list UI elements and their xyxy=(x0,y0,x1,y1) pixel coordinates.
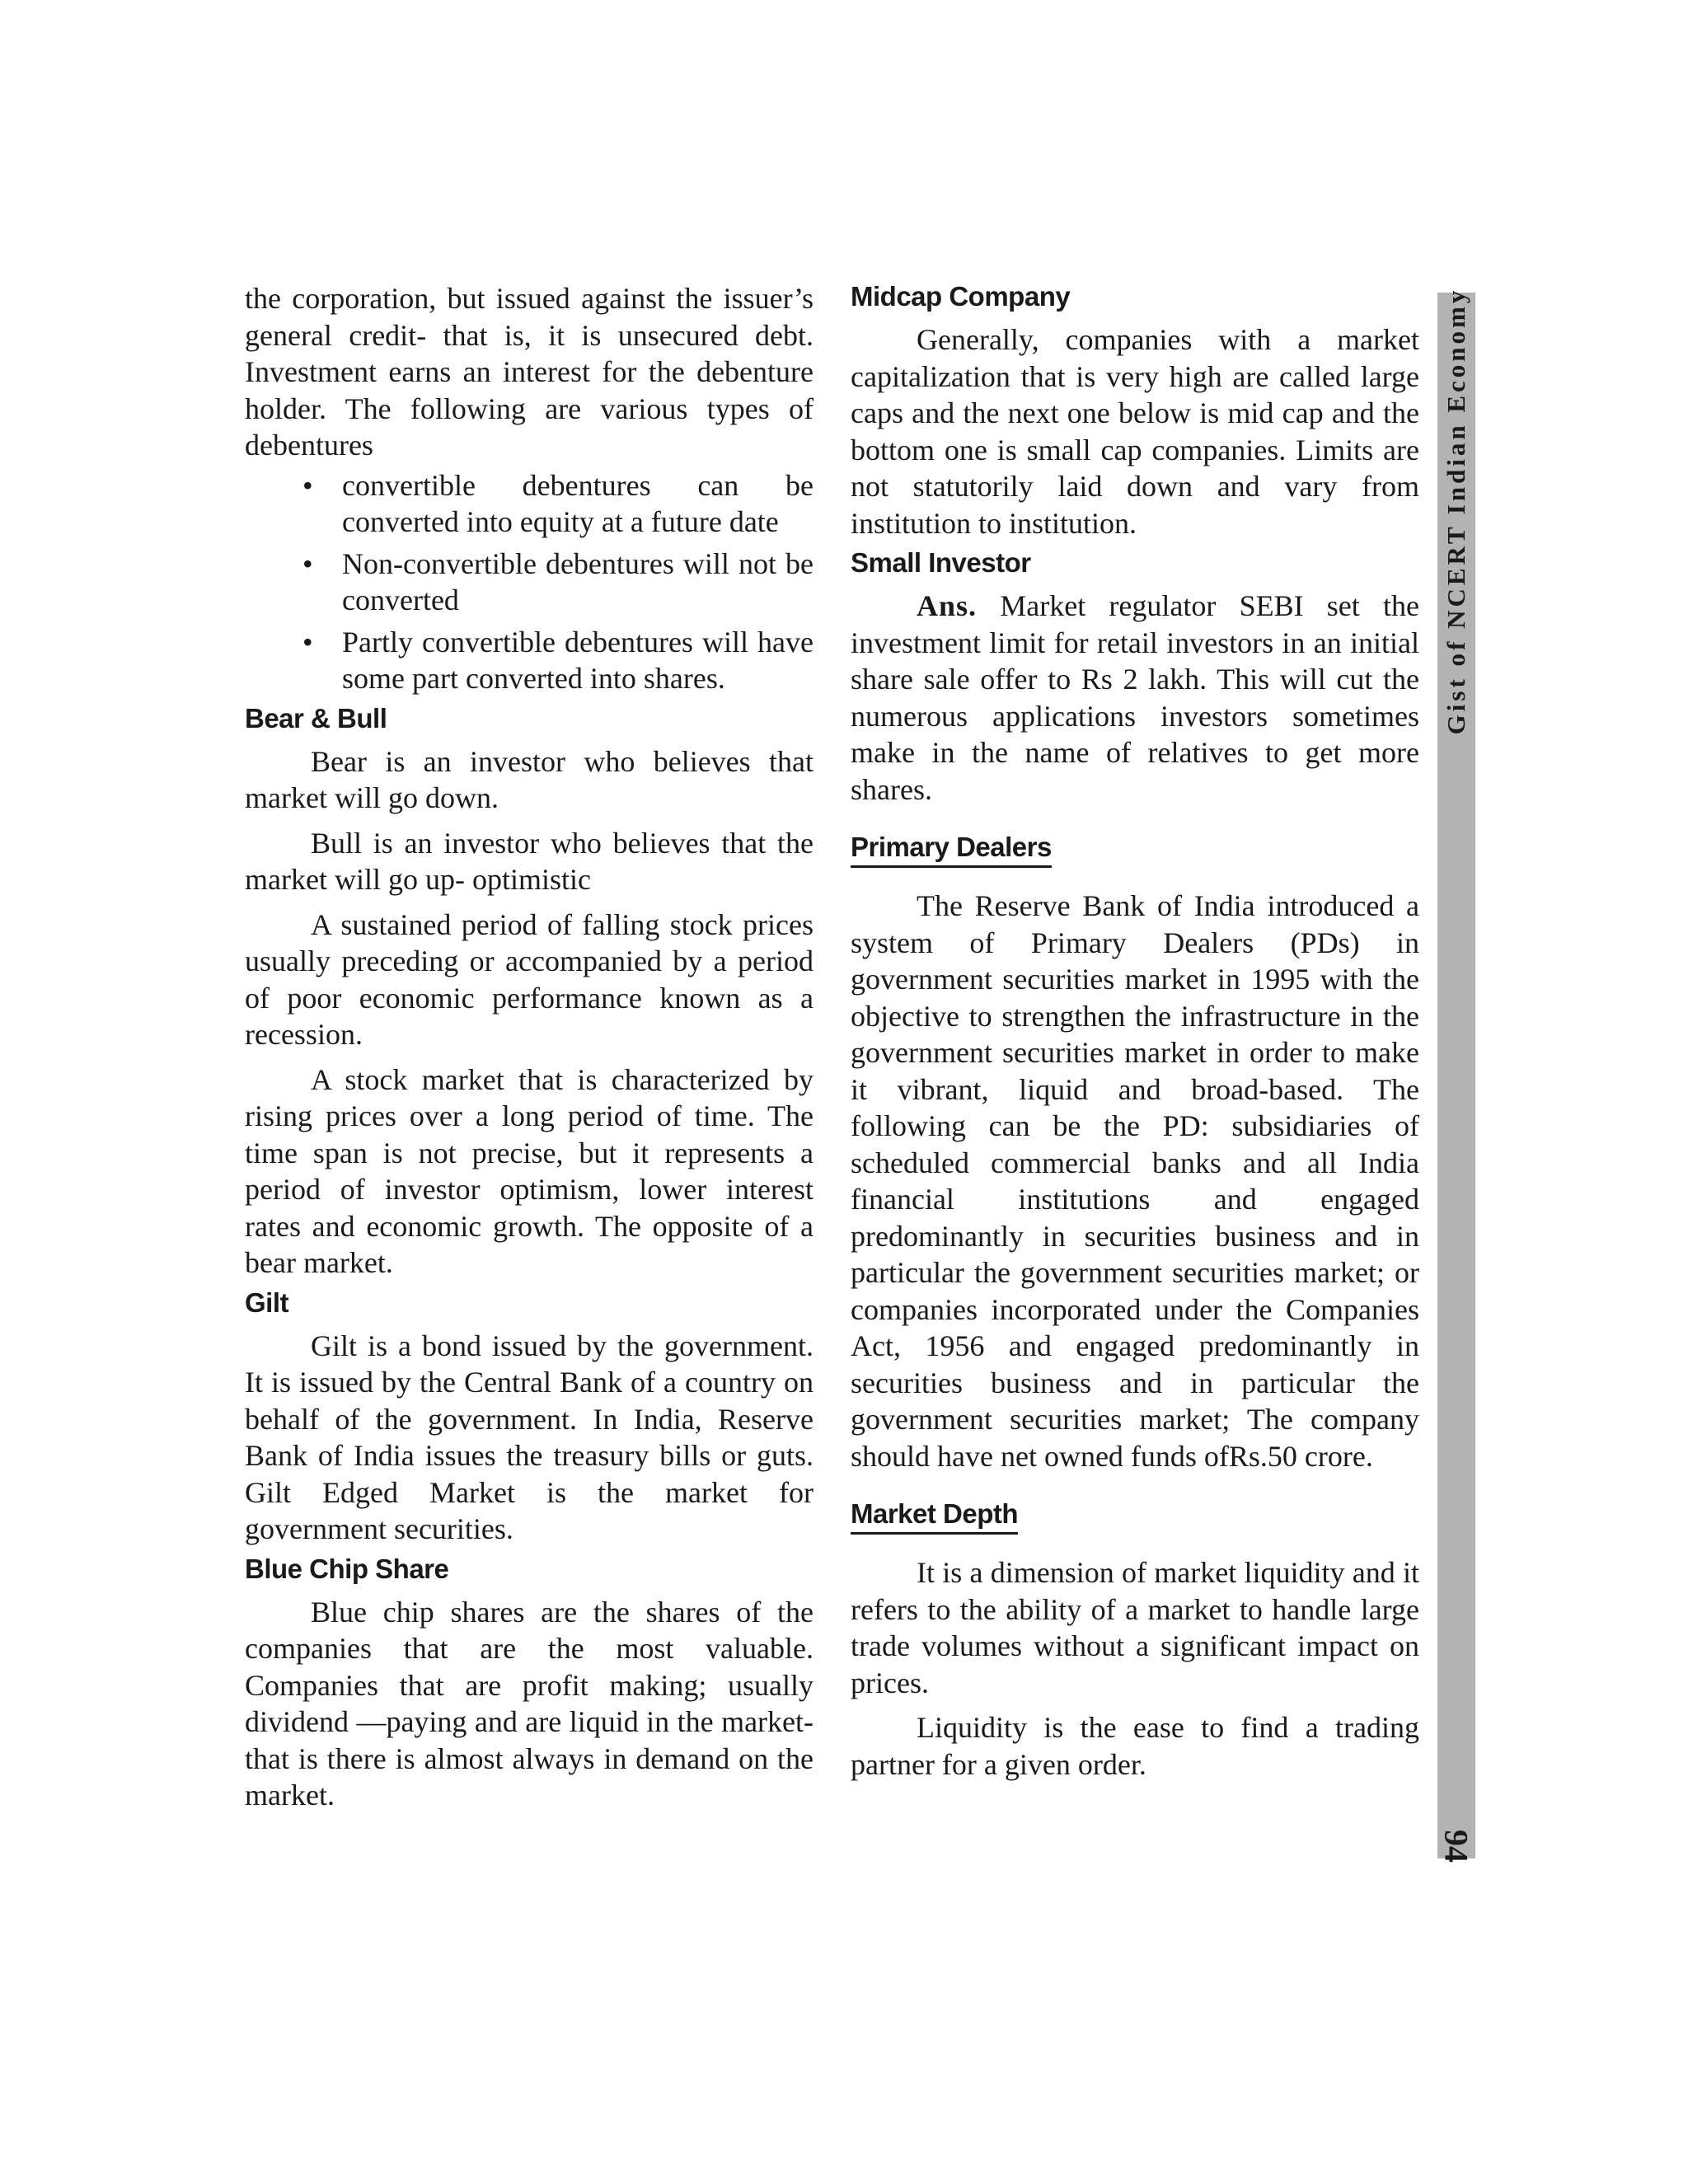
bullet-icon: • xyxy=(302,546,313,580)
bullet-icon: • xyxy=(302,468,313,502)
bear-bull-heading: Bear & Bull xyxy=(245,702,387,733)
gilt-paragraph: Gilt is a bond issued by the government. It is issued by the Central Bank of a country on behalf of the government. In India, Reserve Bank of India issues the treasury bills or guts. Gilt Edged Market is the market for government securities. xyxy=(245,1329,814,1545)
market-depth-heading: Market Depth xyxy=(851,1497,1018,1535)
list-item xyxy=(302,467,814,541)
midcap-heading: Midcap Company xyxy=(851,281,1071,312)
bull-market-paragraph: A stock market that is characterized by rising prices over a long period of time. The time span is not precise, but it represents a period of investor optimism, lower interest rates and economic growth. The opposite of a bear market. xyxy=(245,1062,814,1279)
answer-label: Ans. xyxy=(917,589,978,622)
blue-chip-heading: Blue Chip Share xyxy=(245,1553,449,1584)
small-investor-heading: Small Investor xyxy=(851,547,1031,578)
small-investor-paragraph xyxy=(851,588,1419,808)
debenture-intro-paragraph: the corporation, but issued against the issuer’s general credit- that is, it is unsecured debt. Investment earns an interest for the debenture holder. The following are various types of debentures xyxy=(245,282,814,462)
left-column xyxy=(245,280,814,1814)
small-investor-text: Market regulator SEBI set the investment limit for retail investors in an initial share sale offer to Rs 2 lakh. This will cut the numerous applications investors sometimes make in the name of relatives to get more shares. xyxy=(851,589,1419,806)
market-depth-paragraph: It is a dimension of market liquidity and it refers to the ability of a market to handle large trade volumes without a significant impact on prices. xyxy=(851,1556,1419,1699)
list-item-text: convertible debentures can be converted into equity at a future date xyxy=(342,468,814,538)
list-item-text: Partly convertible debentures will have some part converted into shares. xyxy=(342,625,814,695)
primary-dealers-paragraph: The Reserve Bank of India introduced a system of Primary Dealers (PDs) in government securities market in 1995 with the objective to strengthen the infrastructure in the government securities market in order to make it vibrant, liquid and broad-based. The following can be the PD: subsidiaries of scheduled commercial banks and all India financial institutions and engaged predominantly in securities business and in particular the government securities market; or companies incorporated under the Companies Act, 1956 and engaged predominantly in securities business and in particular the government securities market; The company should have net owned funds ofRs.50 crore. xyxy=(851,889,1419,1473)
right-column xyxy=(851,280,1419,1783)
bullet-icon: • xyxy=(302,625,313,658)
list-item xyxy=(302,546,814,619)
primary-dealers-heading: Primary Dealers xyxy=(851,831,1052,868)
list-item xyxy=(302,624,814,697)
liquidity-paragraph: Liquidity is the ease to find a trading partner for a given order. xyxy=(851,1711,1419,1781)
midcap-paragraph: Generally, companies with a market capitalization that is very high are called large caps and the next one below is mid cap and the bottom one is small cap companies. Limits are not statutorily laid down and vary from institution to institution. xyxy=(851,323,1419,540)
debenture-types-list xyxy=(245,467,814,697)
bull-paragraph: Bull is an investor who believes that the market will go up- optimistic xyxy=(245,826,814,896)
bear-market-paragraph: A sustained period of falling stock prices usually preceding or accompanied by a period of poor economic performance known as a recession. xyxy=(245,907,814,1051)
blue-chip-paragraph: Blue chip shares are the shares of the companies that are the most valuable. Companies that are profit making; usually dividend —paying and are liquid in the market- that is there is almost always in demand on the market. xyxy=(245,1595,814,1811)
gilt-heading: Gilt xyxy=(245,1286,288,1318)
bear-paragraph: Bear is an investor who believes that market will go down. xyxy=(245,744,814,814)
list-item-text: Non-convertible debentures will not be converted xyxy=(342,546,814,616)
side-title-text: Gist of NCERT Indian Economy xyxy=(1442,287,1470,735)
page-number-text: 94 xyxy=(1437,1830,1475,1863)
